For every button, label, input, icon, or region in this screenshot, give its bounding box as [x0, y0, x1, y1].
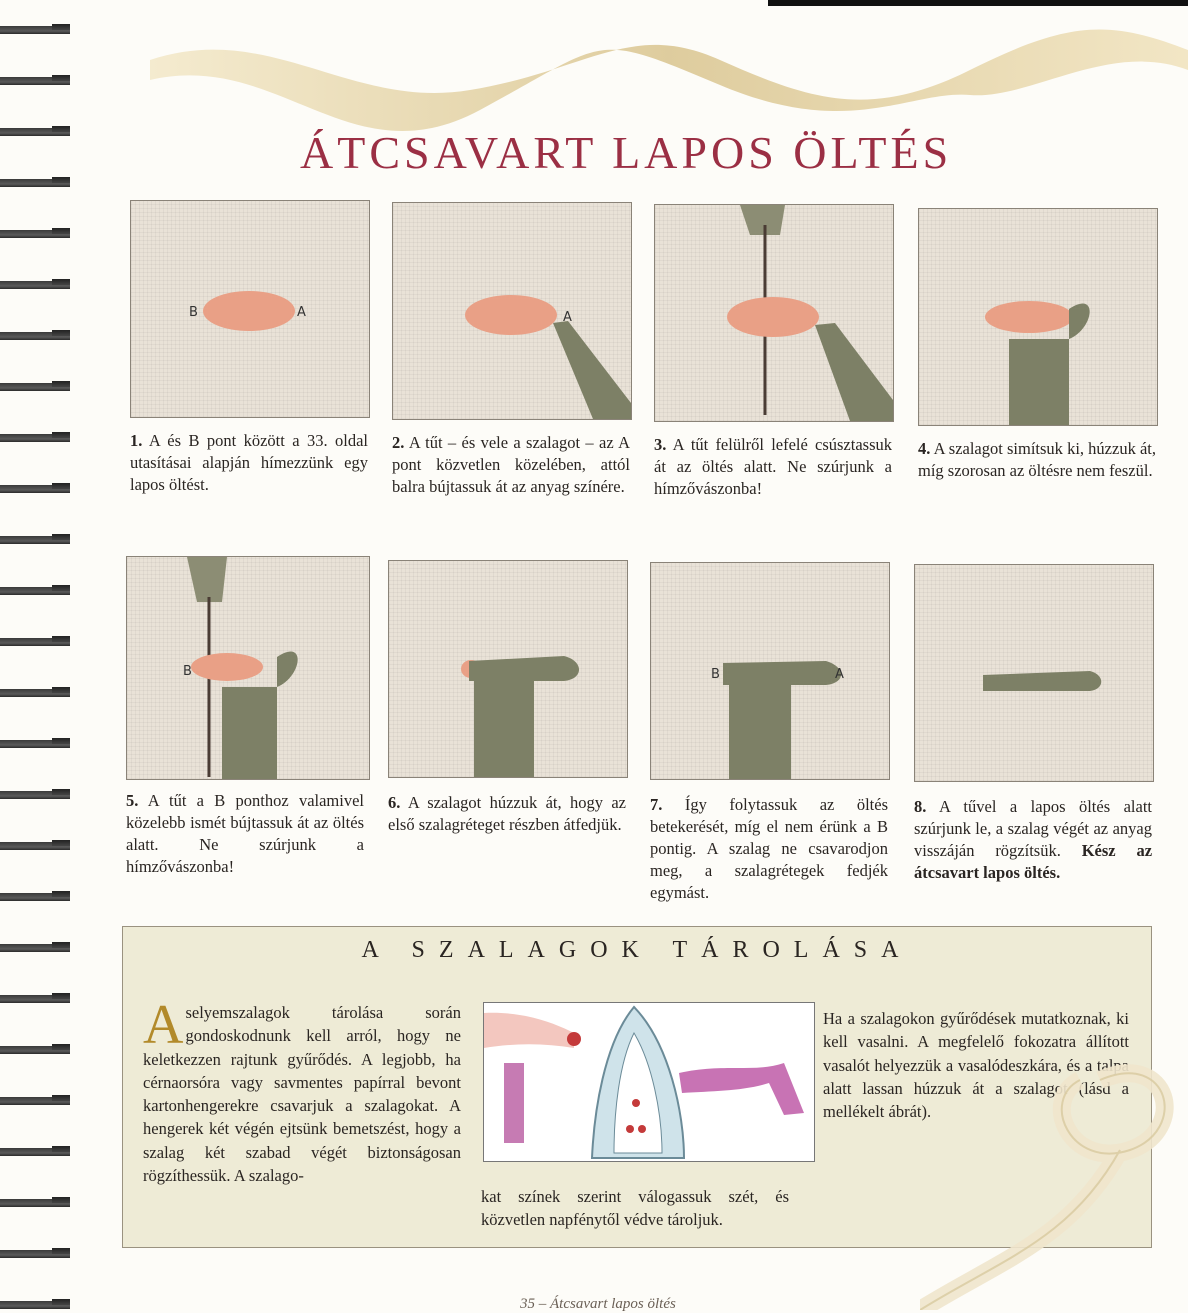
step-1-photo: [130, 200, 370, 418]
box-column-1: A selyemszalagok tárolása során gondoskodnunk kell arról, hogy ne keletkezzen rajtunk gyűrődés. A legjobb, ha cérnaorsóra vagy savmentes papírral bevont kartonhengerekre csavarjuk a szalagokat. A hengerek két végén ejtsünk bemetszést, hogy a szalag két szabad végét biztonságosan rögzíthessük. A szalago-: [143, 994, 461, 1186]
step-4-caption: 4. A szalagot simítsuk ki, húzzuk át, míg szorosan az öltésre nem feszül.: [918, 439, 1157, 480]
step-3-caption: 3. A tűt felülről lefelé csúsztassuk át az öltés alatt. Ne szúrjunk a hímzővászonba!: [654, 435, 892, 498]
ironing-illustration: [483, 1002, 815, 1162]
step-4-photo: [918, 208, 1158, 426]
label-b: B: [711, 667, 720, 682]
pink-stitch: [203, 291, 295, 331]
label-a: A: [563, 310, 572, 325]
page-footer: 35 – Átcsavart lapos öltés: [520, 1296, 676, 1312]
spiral-binding: [0, 0, 70, 1310]
drop-cap: A: [143, 994, 184, 1056]
label-b: B: [183, 664, 192, 679]
hand-icon: [484, 1013, 574, 1048]
step-5-caption: 5. A tűt a B ponthoz valamivel közelebb ismét bújtassuk át az öltés alatt. Ne szúrjunk a hímzővászonba!: [126, 791, 365, 876]
step-1-caption: 1. A és B pont között a 33. oldal utasításai alapján hímezzünk egy lapos öltést.: [130, 431, 368, 494]
box-column-2: kat színek szerint válogassuk szét, és közvetlen napfénytől védve tároljuk.: [481, 1187, 789, 1230]
box-title: A SZALAGOK TÁROLÁSA: [361, 937, 913, 963]
decorative-ribbon: [70, 0, 1188, 140]
step-5-photo: [126, 556, 370, 780]
decorative-ribbon-curl: [920, 1040, 1188, 1310]
step-2-photo: [392, 202, 632, 420]
step-3-photo: [654, 204, 894, 422]
step-2-caption: 2. A tűt – és vele a szalagot – az A pont közvetlen közelében, attól balra bújtassuk át az anyag színére.: [392, 433, 631, 496]
step-8-caption: 8. A tűvel a lapos öltés alatt szúrjunk le, a szalag végét az anyag visszáján rögzítsük. Kész az átcsavart lapos öltés.: [914, 797, 1153, 882]
label-a: A: [835, 667, 844, 682]
label-a: A: [297, 305, 306, 320]
step-7-photo: [650, 562, 890, 780]
page-title: ÁTCSAVART LAPOS ÖLTÉS: [300, 127, 953, 178]
step-8-photo: [914, 564, 1154, 782]
box-column-3: Ha a szalagokon gyűrődések mutatkoznak, ki kell vasalni. A megfelelő fokozatra állított vasalót helyezzük a vasalódeszkára, és a talpa alatt lassan húzzuk át a szalagot (lásd a mellékelt ábrát).: [823, 1009, 1129, 1122]
step-7-caption: 7. Így folytassuk az öltés betekerését, míg el nem érünk a B pontig. A szalag ne csavarodjon meg, a szalagrétegek fedjék egymást.: [650, 795, 888, 902]
step-6-caption: 6. A szalagot húzzuk át, hogy az első szalagréteget részben átfedjük.: [388, 793, 626, 834]
label-b: B: [189, 305, 198, 320]
ribbon-icon: [504, 1063, 524, 1143]
step-6-photo: [388, 560, 628, 778]
